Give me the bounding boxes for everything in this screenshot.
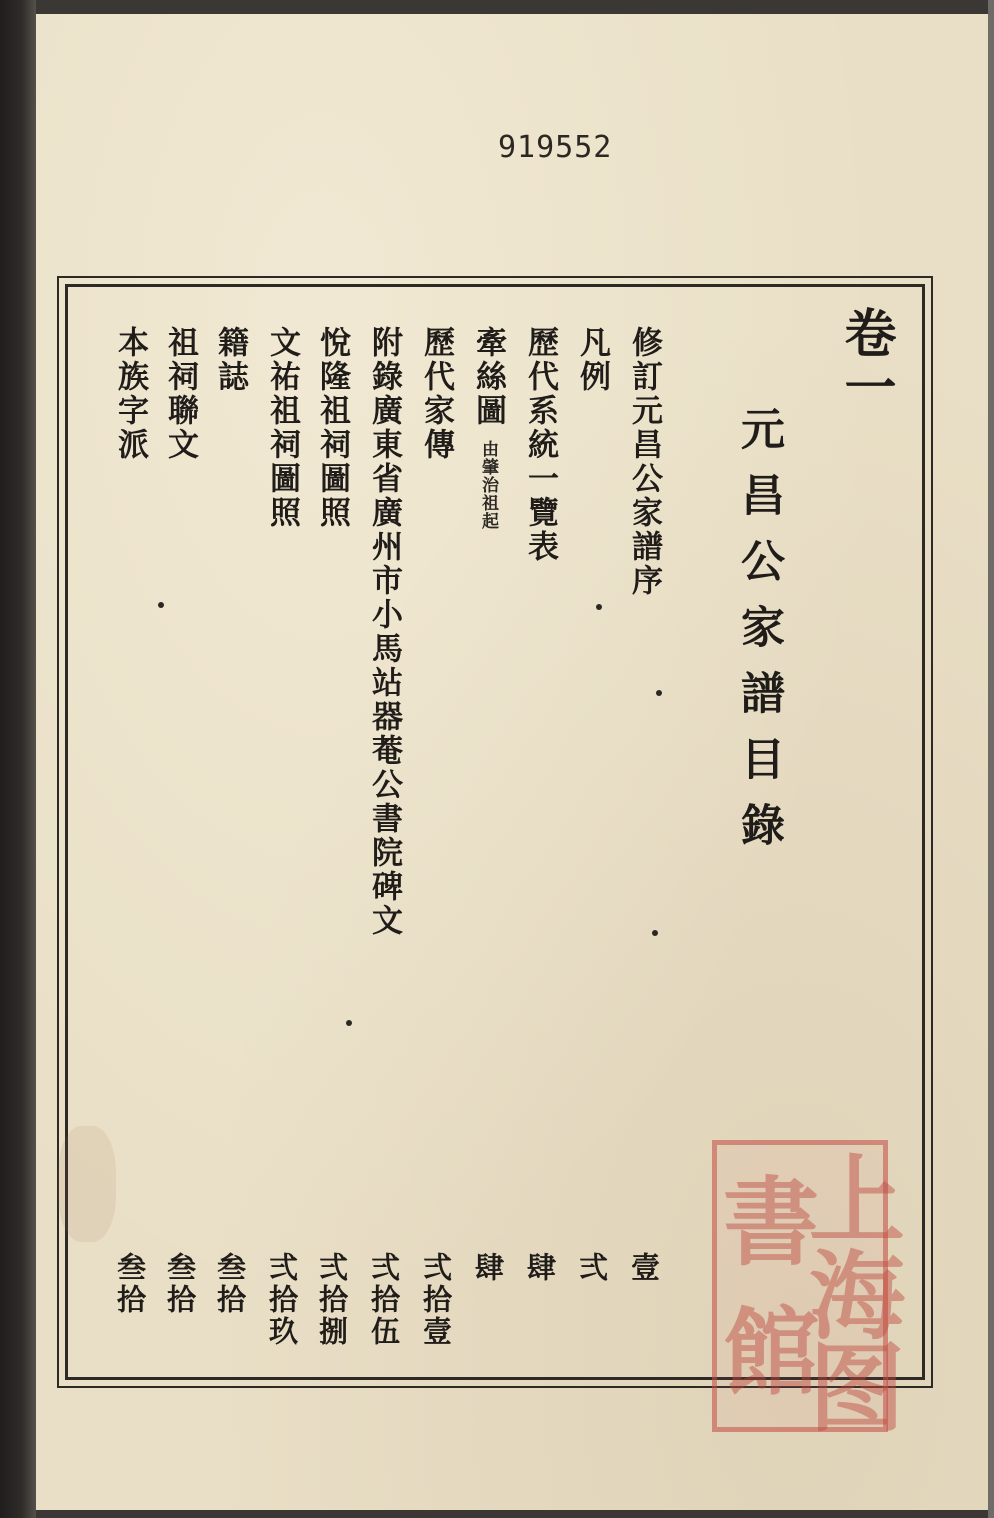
toc-entry-title: 歷代家傳 [418, 326, 454, 462]
ink-dot [346, 1020, 352, 1026]
book-binding-edge [0, 0, 36, 1518]
seal-glyph: 書 [723, 1166, 819, 1279]
toc-page-number: 弍拾捌 [315, 1252, 349, 1348]
toc-entry-note: 由肇治祖起 [478, 440, 498, 530]
toc-entry-title: 悅隆祖祠圖照 [314, 326, 350, 530]
seal-glyph: 上 [809, 1144, 905, 1257]
library-seal [712, 1140, 905, 1445]
ink-dot [158, 602, 164, 608]
toc-page-number: 叁拾 [213, 1252, 247, 1316]
toc-page-number: 肆 [471, 1252, 505, 1284]
toc-page-number: 叁拾 [163, 1252, 197, 1316]
ink-dot [596, 604, 602, 610]
volume-title: 卷一 [835, 306, 896, 414]
toc-page-number: 叁拾 [113, 1252, 147, 1316]
ink-dot [652, 930, 658, 936]
paper-stain [58, 1126, 116, 1242]
show-through-texture [150, 330, 214, 1330]
toc-heading: 元昌公家譜目錄 [733, 406, 784, 868]
ink-dot [656, 690, 662, 696]
seal-glyph: 图 [809, 1332, 905, 1445]
toc-page-number: 弍拾玖 [265, 1252, 299, 1348]
toc-entry-title: 凡例 [574, 326, 610, 394]
toc-page-number: 壹 [627, 1252, 661, 1284]
right-edge [988, 0, 994, 1518]
toc-entry-title: 本族字派 [112, 326, 148, 462]
toc-page-number: 弍拾伍 [367, 1252, 401, 1348]
toc-entry-title: 修訂元昌公家譜序 [626, 326, 662, 598]
toc-entry-title: 祖祠聯文 [162, 326, 198, 462]
toc-entry-title: 附錄廣東省廣州市小馬站器菴公書院碑文 [366, 326, 402, 938]
toc-entry-title: 歷代系統一覽表 [522, 326, 558, 564]
seal-glyph: 海 [809, 1240, 905, 1353]
toc-entry-title: 文祐祖祠圖照 [264, 326, 300, 530]
toc-entry-title: 籍誌 [212, 326, 248, 394]
toc-page-number: 肆 [523, 1252, 557, 1284]
toc-page-number: 弍 [575, 1252, 609, 1284]
toc-page-number: 弍拾壹 [419, 1252, 453, 1348]
catalog-number: 919552 [498, 130, 613, 165]
seal-glyph: 館 [723, 1296, 819, 1409]
toc-entry-title: 牽絲圖 [470, 326, 506, 428]
